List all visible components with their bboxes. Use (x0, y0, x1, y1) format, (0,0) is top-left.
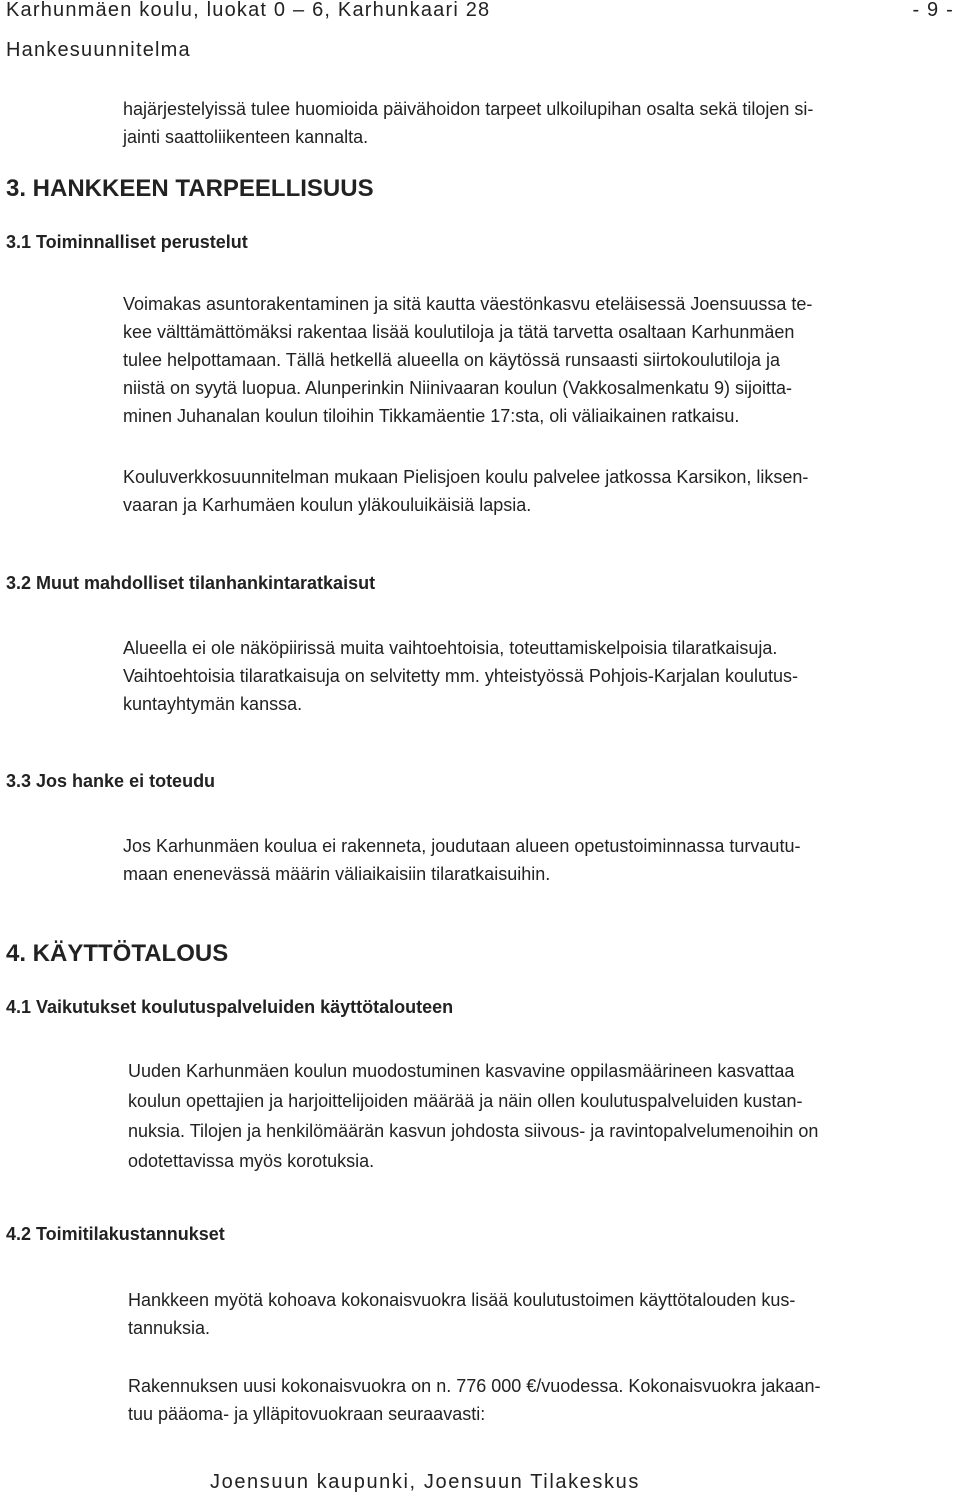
section-4-1-heading: 4.1 Vaikutukset koulutuspalveluiden käyttötalouteen (6, 997, 454, 1017)
s4-2-para1-line-2: tannuksia. (128, 1318, 211, 1338)
section-3-heading: 3. HANKKEEN TARPEELLISUUS (6, 175, 374, 202)
header-subtitle: Hankesuunnitelma (6, 39, 191, 61)
section-4-heading: 4. KÄYTTÖTALOUS (6, 940, 229, 967)
s3-3-para-line-1: Jos Karhunmäen koulua ei rakenneta, joudutaan alueen opetustoiminnassa turvautu- (123, 836, 801, 856)
s4-1-para-line-2: koulun opettajien ja harjoittelijoiden määrää ja näin ollen koulutuspalveluiden kustan- (128, 1091, 803, 1111)
s3-2-para-line-2: Vaihtoehtoisia tilaratkaisuja on selvitetty mm. yhteistyössä Pohjois-Karjalan koulutus- (123, 666, 798, 686)
page-number: - 9 - (912, 0, 954, 21)
section-4-2-heading: 4.2 Toimitilakustannukset (6, 1224, 225, 1244)
footer-text: Joensuun kaupunki, Joensuun Tilakeskus (210, 1471, 640, 1493)
section-3-1-heading: 3.1 Toiminnalliset perustelut (6, 232, 248, 252)
s3-1-para1-line-4: niistä on syytä luopua. Alunperinkin Niinivaaran koulun (Vakkosalmenkatu 9) sijoitta- (123, 378, 793, 398)
section-3-3-heading: 3.3 Jos hanke ei toteudu (6, 771, 216, 791)
s3-1-para1-line-1: Voimakas asuntorakentaminen ja sitä kautta väestönkasvu eteläisessä Joensuussa te- (123, 294, 813, 314)
s4-2-para2-line-1: Rakennuksen uusi kokonaisvuokra on n. 776 000 €/vuodessa. Kokonaisvuokra jakaan- (128, 1376, 821, 1396)
s3-1-para2-line-2: vaaran ja Karhumäen koulun yläkouluikäisiä lapsia. (123, 495, 532, 515)
s4-1-para-line-3: nuksia. Tilojen ja henkilömäärän kasvun johdosta siivous- ja ravintopalvelumenoihin on (128, 1121, 819, 1141)
s3-1-para1-line-5: minen Juhanalan koulun tiloihin Tikkamäentie 17:sta, oli väliaikainen ratkaisu. (123, 406, 740, 426)
s4-1-para-line-1: Uuden Karhunmäen koulun muodostuminen kasvavine oppilasmäärineen kasvattaa (128, 1061, 795, 1081)
s3-3-para-line-2: maan enenevässä määrin väliaikaisiin tilaratkaisuihin. (123, 864, 551, 884)
intro-line-2: jainti saattoliikenteen kannalta. (123, 127, 369, 147)
header-title: Karhunmäen koulu, luokat 0 – 6, Karhunkaari 28 (6, 0, 491, 21)
s3-1-para1-line-2: kee välttämättömäksi rakentaa lisää koulutiloja ja tätä tarvetta osaltaan Karhunmäen (123, 322, 795, 342)
intro-line-1: hajärjestelyissä tulee huomioida päivähoidon tarpeet ulkoilupihan osalta sekä tilojen si- (123, 99, 814, 119)
s4-2-para2-line-2: tuu pääoma- ja ylläpitovuokraan seuraavasti: (128, 1404, 486, 1424)
s3-2-para-line-3: kuntayhtymän kanssa. (123, 694, 303, 714)
s3-1-para1-line-3: tulee helpottamaan. Tällä hetkellä alueella on käytössä runsaasti siirtokoulutiloja ja (123, 350, 781, 370)
s3-2-para-line-1: Alueella ei ole näköpiirissä muita vaihtoehtoisia, toteuttamiskelpoisia tilaratkaisuja. (123, 638, 778, 658)
section-3-2-heading: 3.2 Muut mahdolliset tilanhankintaratkaisut (6, 573, 376, 593)
s3-1-para2-line-1: Kouluverkkosuunnitelman mukaan Pielisjoen koulu palvelee jatkossa Karsikon, liksen- (123, 467, 809, 487)
s4-1-para-line-4: odotettavissa myös korotuksia. (128, 1151, 375, 1171)
s4-2-para1-line-1: Hankkeen myötä kohoava kokonaisvuokra lisää koulutustoimen käyttötalouden kus- (128, 1290, 796, 1310)
